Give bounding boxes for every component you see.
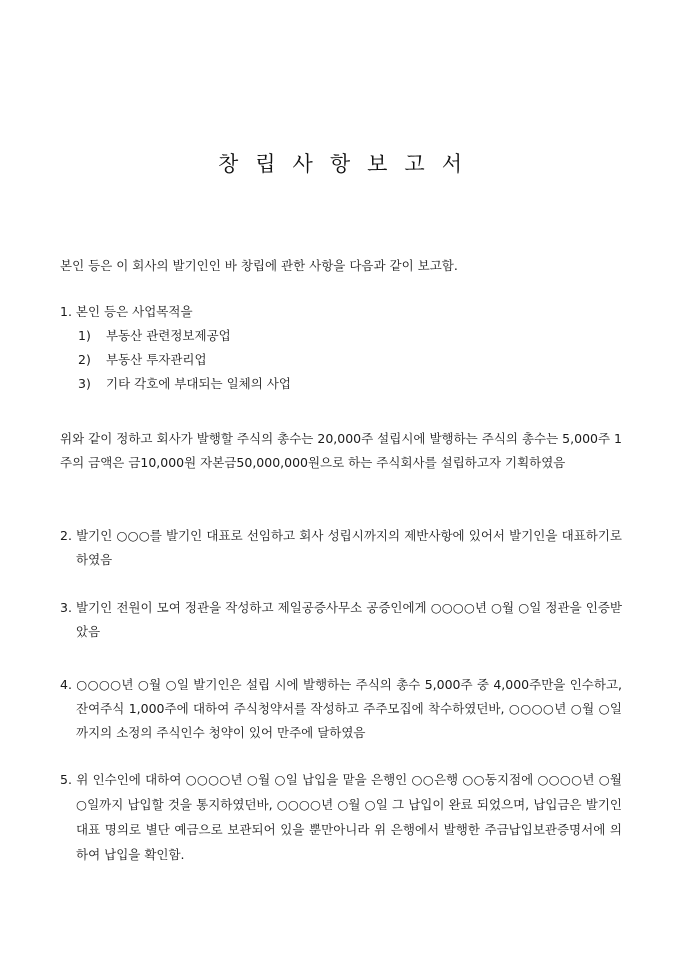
business-purpose-item [60,352,291,368]
section-1 [60,304,291,392]
shares-paragraph: 위와 같이 정하고 회사가 발행할 주식의 총수는 20,000주 설립시에 발행하는 주식의 총수는 5,000주 1주의 금액은 금10,000원 자본금50,000,000원으로 하는 주식회사를 설립하고자 기획하였음 [60,431,622,470]
section-1-heading: 1. 본인 등은 사업목적을 [60,304,193,319]
section-3: 3. 발기인 전원이 모여 정관을 작성하고 제일공증사무소 공증인에게 ○○○○년 ○월 ○일 정관을 인증받았음 [60,600,622,639]
section-4: 4. ○○○○년 ○월 ○일 발기인은 설립 시에 발행하는 주식의 총수 5,000주 중 4,000주만을 인수하고, 잔여주식 1,000주에 대하여 주식청약서를 작성하고 주주모집에 착수하였던바, ○○○○년 ○월 ○일까지의 소정의 주식인수 청약이 있어 만주에 달하였음 [60,677,622,740]
business-purpose-item [60,376,291,392]
intro-paragraph: 본인 등은 이 회사의 발기인인 바 창립에 관한 사항을 다음과 같이 보고함. [60,258,458,273]
section-5: 5. 위 인수인에 대하여 ○○○○년 ○월 ○일 납입을 맡을 은행인 ○○은행 ○○동지점에 ○○○○년 ○월 ○일까지 납입할 것을 통지하였던바, ○○○○년 ○월 ○일 그 납입이 완료 되었으며, 납입금은 발기인 대표 명의로 별단 예금으로 보관되어 있을 뿐만아니라 위 은행에서 발행한 주금납입보관증명서에 의하여 납입을 확인함. [60,772,622,862]
section-2: 2. 발기인 ○○○를 발기인 대표로 선임하고 회사 성립시까지의 제반사항에 있어서 발기인을 대표하기로 하였음 [60,528,622,567]
item-text: 부동산 관련정보제공업 [106,328,231,343]
item-number: 3) [78,376,91,391]
document-title: 창립사항보고서 [217,152,479,176]
item-number: 2) [78,352,91,367]
item-number: 1) [78,328,91,343]
business-purpose-item [60,328,291,344]
item-text: 부동산 투자관리업 [106,352,207,367]
item-text: 기타 각호에 부대되는 일체의 사업 [106,376,291,391]
